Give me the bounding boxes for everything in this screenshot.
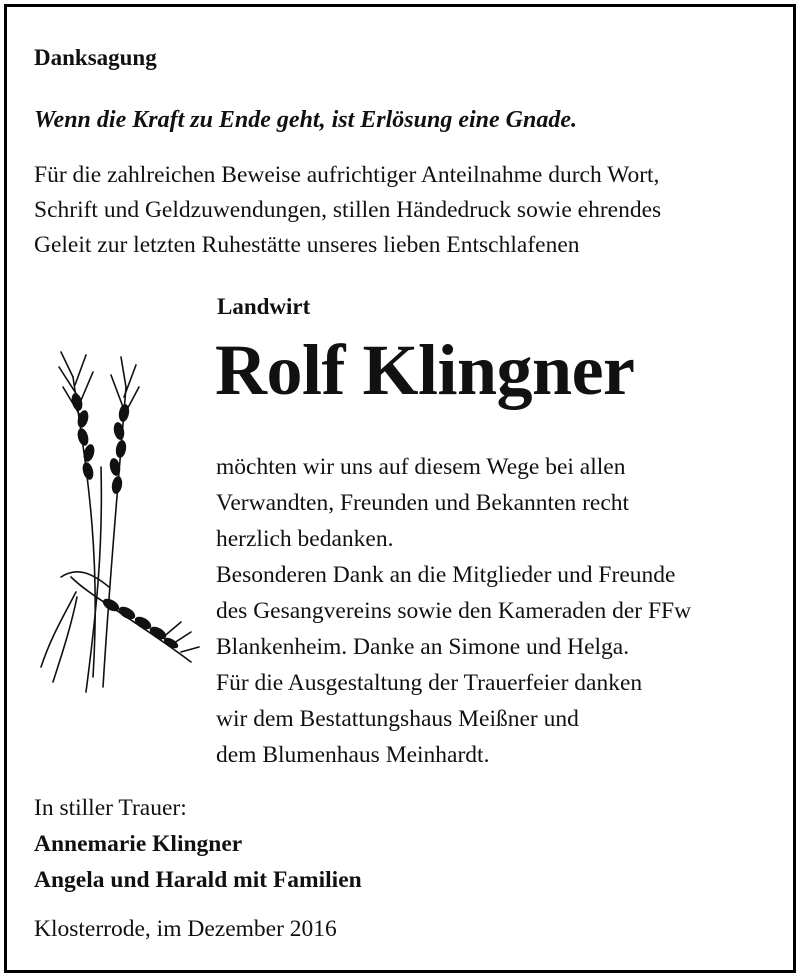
thanks-line: wir dem Bestattungshaus Meißner und — [216, 706, 579, 732]
intro-line: Für die zahlreichen Beweise aufrichtiger Anteilnahme durch Wort, — [34, 162, 660, 188]
intro-paragraph — [34, 158, 661, 263]
thanks-line: Blankenheim. Danke an Simone und Helga. — [216, 634, 630, 660]
intro-line: Schrift und Geldzuwendungen, stillen Händedruck sowie ehrendes — [34, 197, 662, 223]
mourner-name: Annemarie Klingner — [34, 831, 243, 857]
mourning-label: In stiller Trauer: — [34, 795, 187, 821]
thanks-line: Besonderen Dank an die Mitglieder und Freunde — [216, 562, 676, 588]
deceased-name: Rolf Klingner — [215, 330, 635, 410]
mourning-signature — [34, 790, 362, 898]
thanks-line: herzlich bedanken. — [216, 526, 394, 552]
thanks-line: des Gesangvereins sowie den Kameraden der FFw — [216, 598, 692, 624]
motto-quote: Wenn die Kraft zu Ende geht, ist Erlösung eine Gnade. — [34, 107, 577, 133]
intro-line: Geleit zur letzten Ruhestätte unseres lieben Entschlafenen — [34, 232, 580, 258]
thanks-line: Verwandten, Freunden und Bekannten recht — [216, 490, 630, 516]
thanks-paragraph — [216, 449, 691, 773]
notice-heading: Danksagung — [34, 45, 157, 70]
place-date: Klosterrode, im Dezember 2016 — [34, 916, 337, 942]
obituary-notice — [4, 4, 796, 973]
mourner-name: Angela und Harald mit Familien — [34, 867, 362, 893]
occupation-label: Landwirt — [217, 294, 311, 319]
thanks-line: möchten wir uns auf diesem Wege bei allen — [216, 454, 626, 480]
thanks-line: dem Blumenhaus Meinhardt. — [216, 742, 490, 768]
thanks-line: Für die Ausgestaltung der Trauerfeier danken — [216, 670, 643, 696]
wheat-ears-icon — [31, 347, 201, 707]
